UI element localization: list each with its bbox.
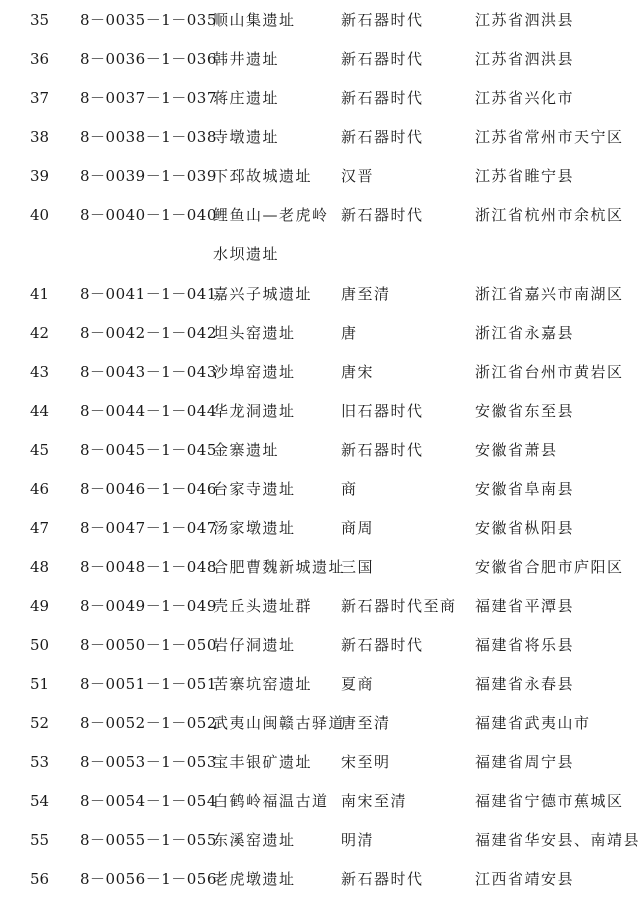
- site-era-text: 夏商: [341, 675, 375, 693]
- site-name-text: 鲤鱼山—老虎岭: [213, 206, 329, 224]
- row-number: [30, 8, 49, 32]
- site-code-text: 8－0055－1－055: [80, 831, 217, 849]
- row-number-text: 42: [30, 324, 50, 342]
- site-era: [341, 399, 424, 423]
- site-era: [341, 594, 457, 618]
- site-name-text: 下邳故城遗址: [213, 167, 313, 185]
- site-era: [341, 438, 424, 462]
- site-location: [475, 438, 558, 462]
- site-name: [213, 125, 279, 149]
- site-location: [475, 711, 591, 735]
- site-location: [475, 789, 624, 813]
- site-code-text: 8－0054－1－054: [80, 792, 217, 810]
- site-location-text: 福建省宁德市蕉城区: [475, 792, 624, 810]
- row-number-text: 55: [30, 831, 50, 849]
- site-code-text: 8－0056－1－056: [80, 870, 217, 888]
- site-code-text: 8－0038－1－038: [80, 128, 217, 146]
- row-number: [30, 47, 49, 71]
- site-location: [475, 516, 574, 540]
- site-location-text: 浙江省杭州市余杭区: [475, 206, 624, 224]
- site-code-text: 8－0048－1－048: [80, 558, 217, 576]
- site-name: [213, 828, 296, 852]
- site-location-text: 江苏省兴化市: [475, 89, 575, 107]
- row-number-text: 52: [30, 714, 50, 732]
- row-number-text: 39: [30, 167, 50, 185]
- site-era: [341, 86, 424, 110]
- site-era: [341, 164, 374, 188]
- site-name-text: 韩井遗址: [213, 50, 280, 68]
- table-row: [0, 828, 640, 867]
- site-location-text: 安徽省阜南县: [475, 480, 575, 498]
- site-era-text: 商: [341, 480, 358, 498]
- row-number-text: 46: [30, 480, 50, 498]
- row-number: [30, 125, 49, 149]
- site-name: [213, 555, 345, 579]
- row-number: [30, 594, 49, 618]
- table-row: [0, 789, 640, 828]
- site-location-text: 福建省平潭县: [475, 597, 575, 615]
- site-location-text: 安徽省合肥市庐阳区: [475, 558, 624, 576]
- site-era: [341, 125, 424, 149]
- site-name-text: 台家寺遗址: [213, 480, 296, 498]
- row-number: [30, 321, 49, 345]
- table-row: [0, 203, 640, 263]
- site-name: [213, 282, 312, 306]
- site-code-text: 8－0040－1－040: [80, 206, 217, 224]
- site-era-text: 新石器时代: [341, 636, 424, 654]
- site-code-text: 8－0045－1－045: [80, 441, 217, 459]
- table-row: [0, 399, 640, 438]
- row-number: [30, 86, 49, 110]
- site-era-text: 新石器时代: [341, 441, 424, 459]
- site-name: [213, 360, 296, 384]
- row-number: [30, 438, 49, 462]
- site-location-text: 江苏省常州市天宁区: [475, 128, 624, 146]
- site-location-text: 浙江省嘉兴市南湖区: [475, 285, 624, 303]
- site-code-text: 8－0042－1－042: [80, 324, 217, 342]
- site-era-text: 唐至清: [341, 285, 391, 303]
- site-name: [213, 867, 296, 891]
- site-code: [80, 711, 217, 735]
- site-location-text: 江西省靖安县: [475, 870, 575, 888]
- site-location-text: 福建省武夷山市: [475, 714, 591, 732]
- row-number: [30, 164, 49, 188]
- site-code: [80, 477, 217, 501]
- site-name-text: 合肥曹魏新城遗址: [213, 558, 346, 576]
- site-era: [341, 633, 424, 657]
- site-code: [80, 399, 217, 423]
- site-era-text: 宋至明: [341, 753, 391, 771]
- row-number: [30, 399, 49, 423]
- site-era: [341, 516, 374, 540]
- row-number-text: 53: [30, 753, 50, 771]
- site-era-text: 明清: [341, 831, 375, 849]
- row-number-text: 35: [30, 11, 50, 29]
- row-number-text: 49: [30, 597, 50, 615]
- row-number-text: 36: [30, 50, 50, 68]
- site-name: [213, 86, 279, 110]
- site-code-text: 8－0039－1－039: [80, 167, 217, 185]
- row-number: [30, 828, 49, 852]
- site-code-text: 8－0050－1－050: [80, 636, 217, 654]
- table-row: [0, 438, 640, 477]
- site-location: [475, 282, 624, 306]
- table-row: [0, 321, 640, 360]
- site-location-text: 福建省华安县、南靖县: [475, 831, 640, 849]
- site-code: [80, 321, 217, 345]
- site-era-text: 新石器时代: [341, 206, 424, 224]
- site-location: [475, 399, 574, 423]
- site-location: [475, 86, 574, 110]
- table-row: [0, 164, 640, 203]
- site-location: [475, 321, 574, 345]
- site-location-text: 福建省将乐县: [475, 636, 575, 654]
- site-era: [341, 867, 424, 891]
- table-row: [0, 594, 640, 633]
- site-code-text: 8－0047－1－047: [80, 519, 217, 537]
- site-era-text: 新石器时代至商: [341, 597, 457, 615]
- site-name-text: 华龙洞遗址: [213, 402, 296, 420]
- site-location-text: 福建省周宁县: [475, 753, 575, 771]
- site-era-text: 唐宋: [341, 363, 375, 381]
- row-number-text: 38: [30, 128, 50, 146]
- site-code-text: 8－0035－1－035: [80, 11, 217, 29]
- site-location: [475, 203, 624, 227]
- site-code: [80, 555, 217, 579]
- site-era-text: 唐: [341, 324, 358, 342]
- site-name: [213, 203, 329, 266]
- site-code-text: 8－0043－1－043: [80, 363, 217, 381]
- site-era: [341, 477, 358, 501]
- site-location: [475, 360, 624, 384]
- site-code: [80, 594, 217, 618]
- row-number-text: 40: [30, 206, 50, 224]
- site-era: [341, 203, 424, 227]
- site-name: [213, 8, 296, 32]
- site-era: [341, 711, 391, 735]
- site-code-text: 8－0036－1－036: [80, 50, 217, 68]
- site-location-text: 江苏省泗洪县: [475, 50, 575, 68]
- site-era: [341, 47, 424, 71]
- row-number: [30, 360, 49, 384]
- site-code-text: 8－0049－1－049: [80, 597, 217, 615]
- site-name: [213, 516, 296, 540]
- row-number-text: 43: [30, 363, 50, 381]
- row-number-text: 47: [30, 519, 50, 537]
- site-code: [80, 672, 217, 696]
- table-row: [0, 867, 640, 906]
- site-location: [475, 477, 574, 501]
- site-name-continued: 水坝遗址: [213, 245, 280, 263]
- row-number: [30, 555, 49, 579]
- site-code: [80, 360, 217, 384]
- site-era-text: 唐至清: [341, 714, 391, 732]
- row-number-text: 51: [30, 675, 50, 693]
- site-code-text: 8－0053－1－053: [80, 753, 217, 771]
- site-name-text: 壳丘头遗址群: [213, 597, 313, 615]
- site-name: [213, 594, 312, 618]
- table-row: [0, 633, 640, 672]
- site-code-text: 8－0046－1－046: [80, 480, 217, 498]
- row-number: [30, 633, 49, 657]
- site-name-text: 苦寨坑窑遗址: [213, 675, 313, 693]
- site-location-text: 浙江省永嘉县: [475, 324, 575, 342]
- site-code-text: 8－0041－1－041: [80, 285, 217, 303]
- site-location: [475, 555, 624, 579]
- site-location: [475, 47, 574, 71]
- site-location-text: 安徽省东至县: [475, 402, 575, 420]
- site-name-text: 顺山集遗址: [213, 11, 296, 29]
- site-era-text: 新石器时代: [341, 11, 424, 29]
- table-row: [0, 360, 640, 399]
- site-name-text: 沙埠窑遗址: [213, 363, 296, 381]
- site-name: [213, 789, 329, 813]
- site-code: [80, 164, 217, 188]
- row-number: [30, 750, 49, 774]
- site-era-text: 三国: [341, 558, 375, 576]
- site-name: [213, 399, 296, 423]
- site-name: [213, 633, 296, 657]
- site-era-text: 汉晋: [341, 167, 375, 185]
- site-location-text: 江苏省泗洪县: [475, 11, 575, 29]
- row-number: [30, 516, 49, 540]
- row-number-text: 37: [30, 89, 50, 107]
- site-name: [213, 672, 312, 696]
- site-name-text: 嘉兴子城遗址: [213, 285, 313, 303]
- site-location: [475, 828, 640, 852]
- site-code: [80, 8, 217, 32]
- site-name-text: 坦头窑遗址: [213, 324, 296, 342]
- row-number-text: 54: [30, 792, 50, 810]
- row-number-text: 44: [30, 402, 50, 420]
- site-code: [80, 633, 217, 657]
- table-row: [0, 86, 640, 125]
- site-name-text: 白鹤岭福温古道: [213, 792, 329, 810]
- site-location: [475, 672, 574, 696]
- site-era: [341, 555, 374, 579]
- row-number: [30, 867, 49, 891]
- row-number: [30, 672, 49, 696]
- site-era-text: 新石器时代: [341, 870, 424, 888]
- site-code: [80, 828, 217, 852]
- site-location-text: 江苏省睢宁县: [475, 167, 575, 185]
- site-era-text: 旧石器时代: [341, 402, 424, 420]
- table-row: [0, 8, 640, 47]
- site-location: [475, 633, 574, 657]
- site-name-text: 汤家墩遗址: [213, 519, 296, 537]
- site-name: [213, 750, 312, 774]
- site-name: [213, 711, 345, 735]
- table-row: [0, 47, 640, 86]
- table-row: [0, 125, 640, 164]
- site-code: [80, 750, 217, 774]
- site-code: [80, 438, 217, 462]
- row-number-text: 48: [30, 558, 50, 576]
- site-location: [475, 8, 574, 32]
- site-era: [341, 282, 391, 306]
- site-code: [80, 516, 217, 540]
- site-name: [213, 477, 296, 501]
- site-name-text: 寺墩遗址: [213, 128, 280, 146]
- site-name: [213, 164, 312, 188]
- table-row: [0, 711, 640, 750]
- row-number: [30, 203, 49, 227]
- site-location: [475, 750, 574, 774]
- site-code: [80, 125, 217, 149]
- site-code: [80, 282, 217, 306]
- site-location: [475, 594, 574, 618]
- table-row: [0, 672, 640, 711]
- site-code-text: 8－0037－1－037: [80, 89, 217, 107]
- table-row: [0, 516, 640, 555]
- site-era-text: 南宋至清: [341, 792, 408, 810]
- site-code: [80, 47, 217, 71]
- row-number: [30, 477, 49, 501]
- site-name: [213, 321, 296, 345]
- site-code: [80, 203, 217, 227]
- site-name-text: 蒋庄遗址: [213, 89, 280, 107]
- site-name-text: 金寨遗址: [213, 441, 280, 459]
- site-location: [475, 164, 574, 188]
- site-code-text: 8－0044－1－044: [80, 402, 217, 420]
- site-name-text: 岩仔洞遗址: [213, 636, 296, 654]
- row-number-text: 56: [30, 870, 50, 888]
- site-era-text: 新石器时代: [341, 89, 424, 107]
- row-number: [30, 282, 49, 306]
- site-era: [341, 672, 374, 696]
- site-name-text: 宝丰银矿遗址: [213, 753, 313, 771]
- site-location: [475, 867, 574, 891]
- site-era: [341, 828, 374, 852]
- table-row: [0, 750, 640, 789]
- site-location-text: 浙江省台州市黄岩区: [475, 363, 624, 381]
- site-era: [341, 750, 391, 774]
- row-number-text: 50: [30, 636, 50, 654]
- row-number-text: 41: [30, 285, 50, 303]
- site-code: [80, 789, 217, 813]
- row-number-text: 45: [30, 441, 50, 459]
- site-code: [80, 86, 217, 110]
- site-era-text: 新石器时代: [341, 128, 424, 146]
- site-era-text: 新石器时代: [341, 50, 424, 68]
- site-code-text: 8－0051－1－051: [80, 675, 217, 693]
- site-code-text: 8－0052－1－052: [80, 714, 217, 732]
- site-era-text: 商周: [341, 519, 375, 537]
- site-code: [80, 867, 217, 891]
- site-location-text: 安徽省萧县: [475, 441, 558, 459]
- site-name: [213, 438, 279, 462]
- site-era: [341, 789, 407, 813]
- site-name: [213, 47, 279, 71]
- row-number: [30, 789, 49, 813]
- site-name-text: 东溪窑遗址: [213, 831, 296, 849]
- table-row: [0, 555, 640, 594]
- table-row: [0, 477, 640, 516]
- table-row: [0, 282, 640, 321]
- site-era: [341, 360, 374, 384]
- site-location-text: 福建省永春县: [475, 675, 575, 693]
- site-name-text: 武夷山闽赣古驿道: [213, 714, 346, 732]
- site-name-text: 老虎墩遗址: [213, 870, 296, 888]
- site-location-text: 安徽省枞阳县: [475, 519, 575, 537]
- site-era: [341, 8, 424, 32]
- site-era: [341, 321, 358, 345]
- site-location: [475, 125, 624, 149]
- row-number: [30, 711, 49, 735]
